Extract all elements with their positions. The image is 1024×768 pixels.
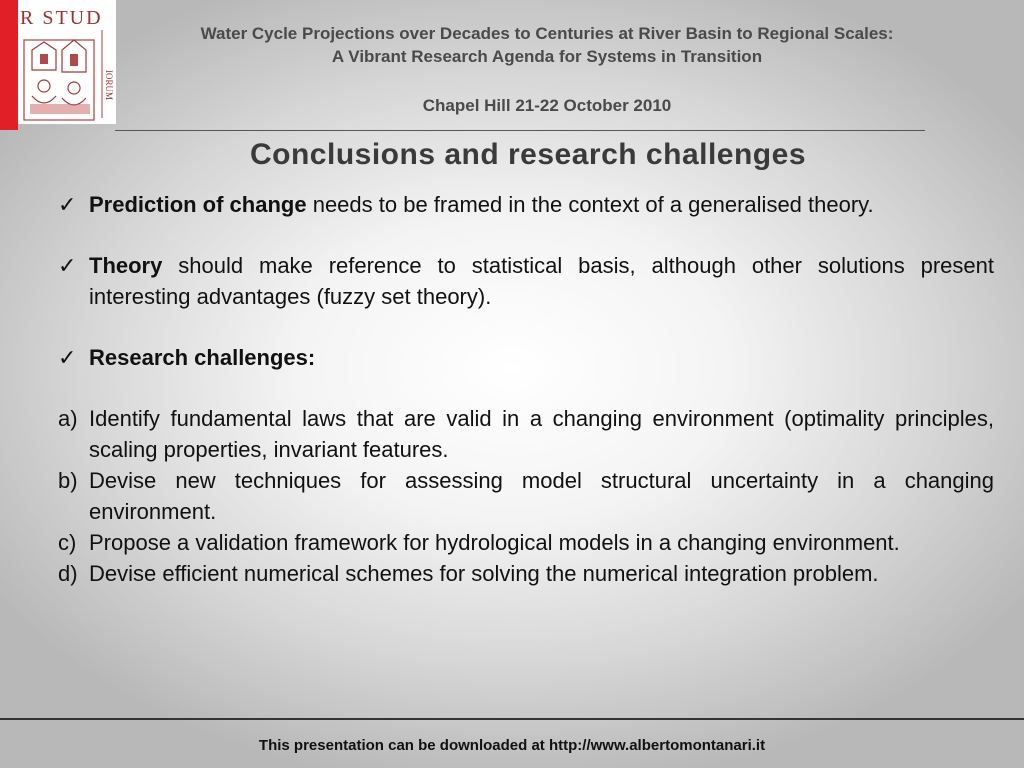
challenge-text: Devise efficient numerical schemes for solving the numerical integration problem. [89,561,879,586]
list-letter: a) [58,406,78,431]
footer-divider [0,718,1024,720]
challenge-item [58,527,994,558]
svg-text:IORUM: IORUM [104,70,114,101]
checkmark-icon: ✓ [58,345,77,370]
bullet-bold-text: Prediction of change [89,192,307,217]
slide-content [58,189,994,589]
footer-note: This presentation can be downloaded at http://www.albertomontanari.it [258,737,766,754]
challenge-text: Propose a validation framework for hydrological models in a changing environment. [89,530,900,555]
bullet-bold-text: Theory [89,253,163,278]
seal-lettering: R STUD [20,7,103,29]
checkmark-icon: ✓ [58,253,77,278]
challenge-item [58,558,994,589]
challenge-item [58,465,994,527]
bullet-text: needs to be framed in the context of a generalised theory. [306,192,874,217]
list-letter: d) [58,561,78,586]
list-letter: c) [58,530,77,555]
university-seal-logo [18,0,116,124]
list-letter: b) [58,468,78,493]
challenge-text: Identify fundamental laws that are valid in a changing environment (optimality principles, scaling properties, invariant features. [89,406,994,462]
bullet-item [58,250,994,312]
slide-title: Conclusions and research challenges [249,138,807,171]
bullet-item [58,342,994,373]
red-accent-bar [0,0,18,130]
conference-title-line2: A Vibrant Research Agenda for Systems in Transition [331,47,763,66]
bullet-bold-text: Research challenges: [89,345,316,370]
conference-date: Chapel Hill 21-22 October 2010 [422,96,672,115]
challenge-item [58,403,994,465]
header-divider [115,130,925,131]
conference-title-line1: Water Cycle Projections over Decades to Centuries at River Basin to Regional Scales: [200,24,894,43]
bullet-text: should make reference to statistical basis, although other solutions present interesting advantages (fuzzy set theory). [89,253,994,309]
challenge-text: Devise new techniques for assessing model structural uncertainty in a changing environment. [89,468,994,524]
bullet-item [58,189,994,220]
checkmark-icon: ✓ [58,192,77,217]
